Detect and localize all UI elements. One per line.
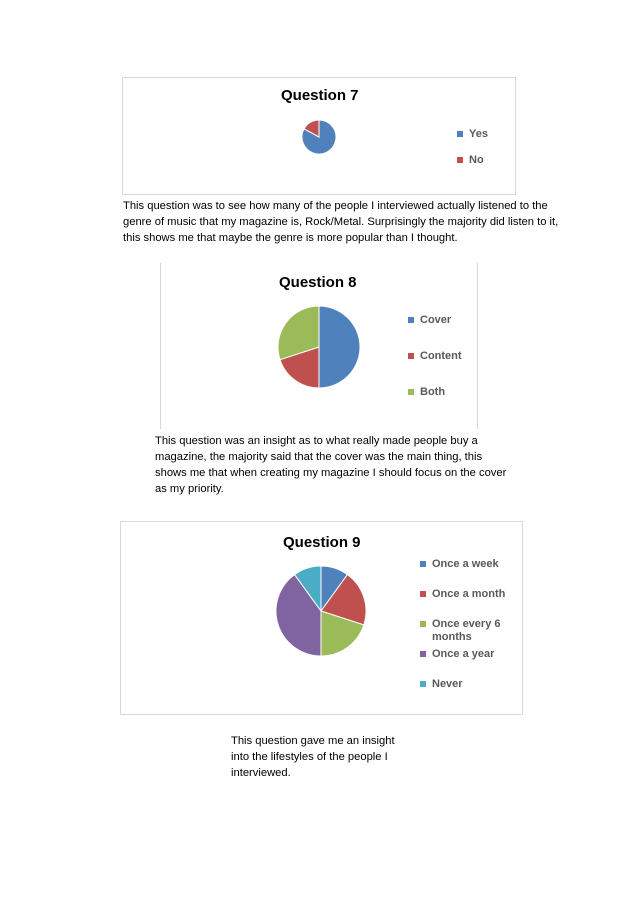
legend-item-both (408, 386, 462, 399)
legend-item-once-a-year (420, 648, 515, 661)
legend-item-once-a-month (420, 588, 515, 601)
legend-swatch (457, 157, 463, 163)
paragraph-q7: This question was to see how many of the people I interviewed actually listened to the genre of music that my magazine is, Rock/Metal. Surprisingly the majority did listen to it, this shows me that maybe the genre is more popular than I thought. (123, 200, 559, 244)
paragraph-q9: This question gave me an insight into the lifestyles of the people I interviewed. (231, 735, 395, 779)
legend-label: Both (420, 386, 446, 398)
legend-item-cover (408, 314, 462, 327)
legend-label: Once every 6 months (432, 618, 501, 643)
chart-question-8 (160, 263, 478, 429)
legend-swatch (420, 681, 426, 687)
legend-label: Once a week (432, 558, 499, 570)
legend-swatch (420, 561, 426, 567)
chart-title: Question 9 (283, 534, 361, 551)
legend-swatch (408, 317, 414, 323)
chart-question-9 (120, 521, 523, 715)
legend-swatch (420, 621, 426, 627)
legend-label: No (469, 154, 484, 166)
legend-item-yes (457, 128, 488, 141)
chart-title: Question 7 (281, 87, 359, 104)
legend-swatch (420, 651, 426, 657)
legend-label: Cover (420, 314, 452, 326)
legend-label: Content (420, 350, 462, 362)
legend-item-content (408, 350, 462, 363)
paragraph-q8: This question was an insight as to what really made people buy a magazine, the majority said that the cover was the main thing, this shows me that when creating my magazine I should focus on the cover as my priority. (155, 435, 507, 495)
legend-label: Once a month (432, 588, 506, 600)
legend-swatch (457, 131, 463, 137)
legend-q8 (408, 314, 462, 399)
legend-q7 (457, 128, 488, 167)
pie-slice-cover (319, 306, 360, 388)
legend-label: Yes (469, 128, 488, 140)
chart-question-7 (122, 77, 516, 195)
legend-swatch (420, 591, 426, 597)
legend-item-no (457, 154, 488, 167)
legend-q9 (420, 558, 515, 691)
legend-swatch (408, 353, 414, 359)
legend-item-once-every-6-months (420, 618, 515, 644)
legend-label: Once a year (432, 648, 495, 660)
chart-title: Question 8 (279, 274, 357, 291)
legend-item-never (420, 678, 515, 691)
legend-label: Never (432, 678, 463, 690)
legend-item-once-a-week (420, 558, 515, 571)
legend-swatch (408, 389, 414, 395)
